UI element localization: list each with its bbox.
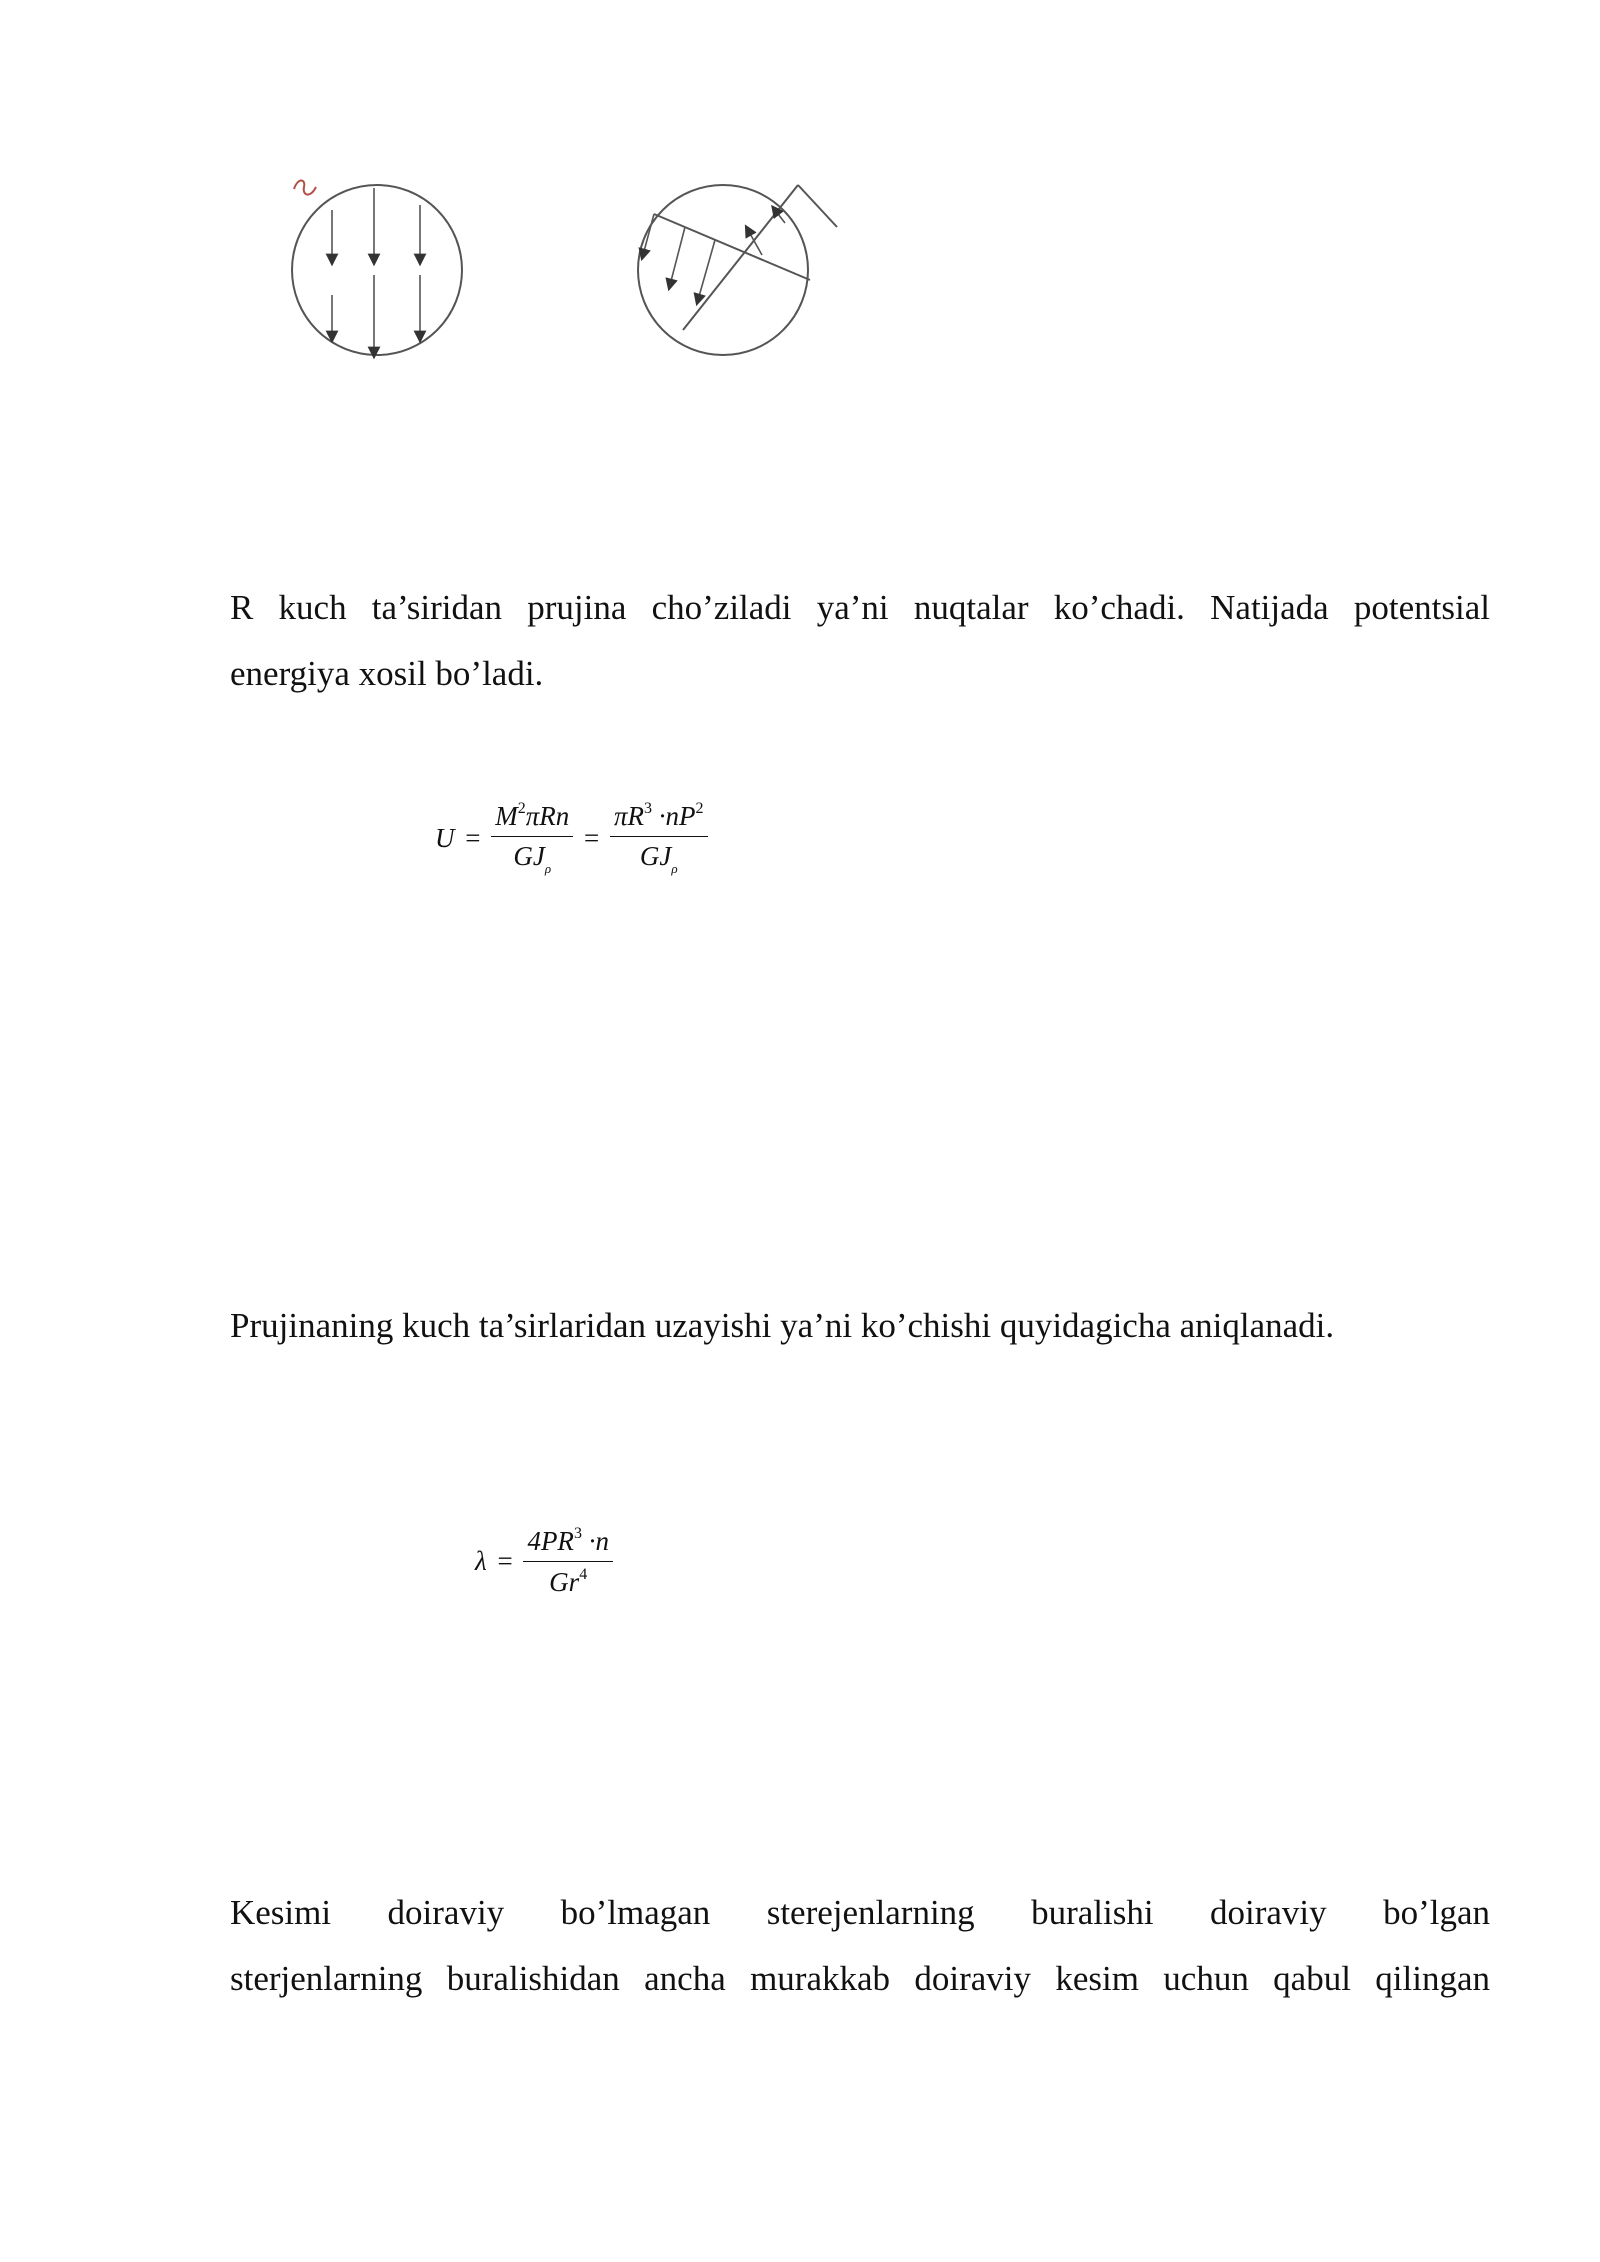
formula-lhs: U <box>435 823 455 853</box>
denominator <box>491 837 573 877</box>
fraction <box>491 800 573 877</box>
text-line: energiya xosil bo’ladi. <box>230 654 544 693</box>
text-line: R kuch ta’siridan prujina cho’ziladi ya’ni nuqtalar ko’chadi. Natijada potentsial <box>230 588 1490 627</box>
text-line: Prujinaning kuch ta’sirlaridan uzayishi ya’ni ko’chishi quyidagicha aniqlanadi. <box>230 1306 1335 1345</box>
superscript: 2 <box>695 800 704 817</box>
denominator <box>610 837 708 877</box>
circle-section-inclined-arrows-icon <box>638 185 837 355</box>
term: ·nP <box>652 801 696 831</box>
svg-text:τ: τ <box>300 215 301 216</box>
formula-lhs: λ <box>475 1546 487 1576</box>
numerator <box>610 800 708 837</box>
text-line: sterjenlarning buralishidan ancha murakkab doiraviy kesim uchun qabul qilingan <box>230 1959 1490 1998</box>
text-line: Kesimi doiraviy bo’lmagan sterejenlarning buralishi doiraviy bo’lgan <box>230 1893 1490 1932</box>
fraction <box>523 1525 613 1598</box>
denominator <box>523 1562 613 1598</box>
term: Gr <box>549 1567 580 1597</box>
paragraph-noncircular-sections <box>230 1880 1490 2012</box>
equals-sign: = <box>465 823 481 853</box>
fraction <box>610 800 708 877</box>
superscript: 2 <box>517 800 526 817</box>
term: M <box>495 801 518 831</box>
term: GJ <box>639 841 672 871</box>
term: πR <box>614 801 645 831</box>
equals-sign: = <box>497 1546 513 1576</box>
superscript: 3 <box>573 1525 582 1542</box>
term: GJ <box>513 841 545 871</box>
superscript: 3 <box>644 800 653 817</box>
term: πRn <box>525 801 570 831</box>
subscript: ρ <box>671 861 678 876</box>
equals-sign: = <box>584 823 600 853</box>
formula-potential-energy <box>435 800 708 877</box>
paragraph-elongation <box>230 1293 1490 1359</box>
superscript: 4 <box>579 1566 588 1583</box>
numerator <box>491 800 573 837</box>
term: ·n <box>581 1526 609 1556</box>
term: 4PR <box>527 1526 574 1556</box>
subscript: ρ <box>544 861 552 876</box>
paragraph-potential-energy <box>230 575 1490 707</box>
formula-elongation <box>475 1525 613 1598</box>
circle-section-parallel-arrows-icon <box>292 181 462 356</box>
stress-distribution-figure <box>270 165 870 375</box>
numerator <box>523 1525 613 1562</box>
